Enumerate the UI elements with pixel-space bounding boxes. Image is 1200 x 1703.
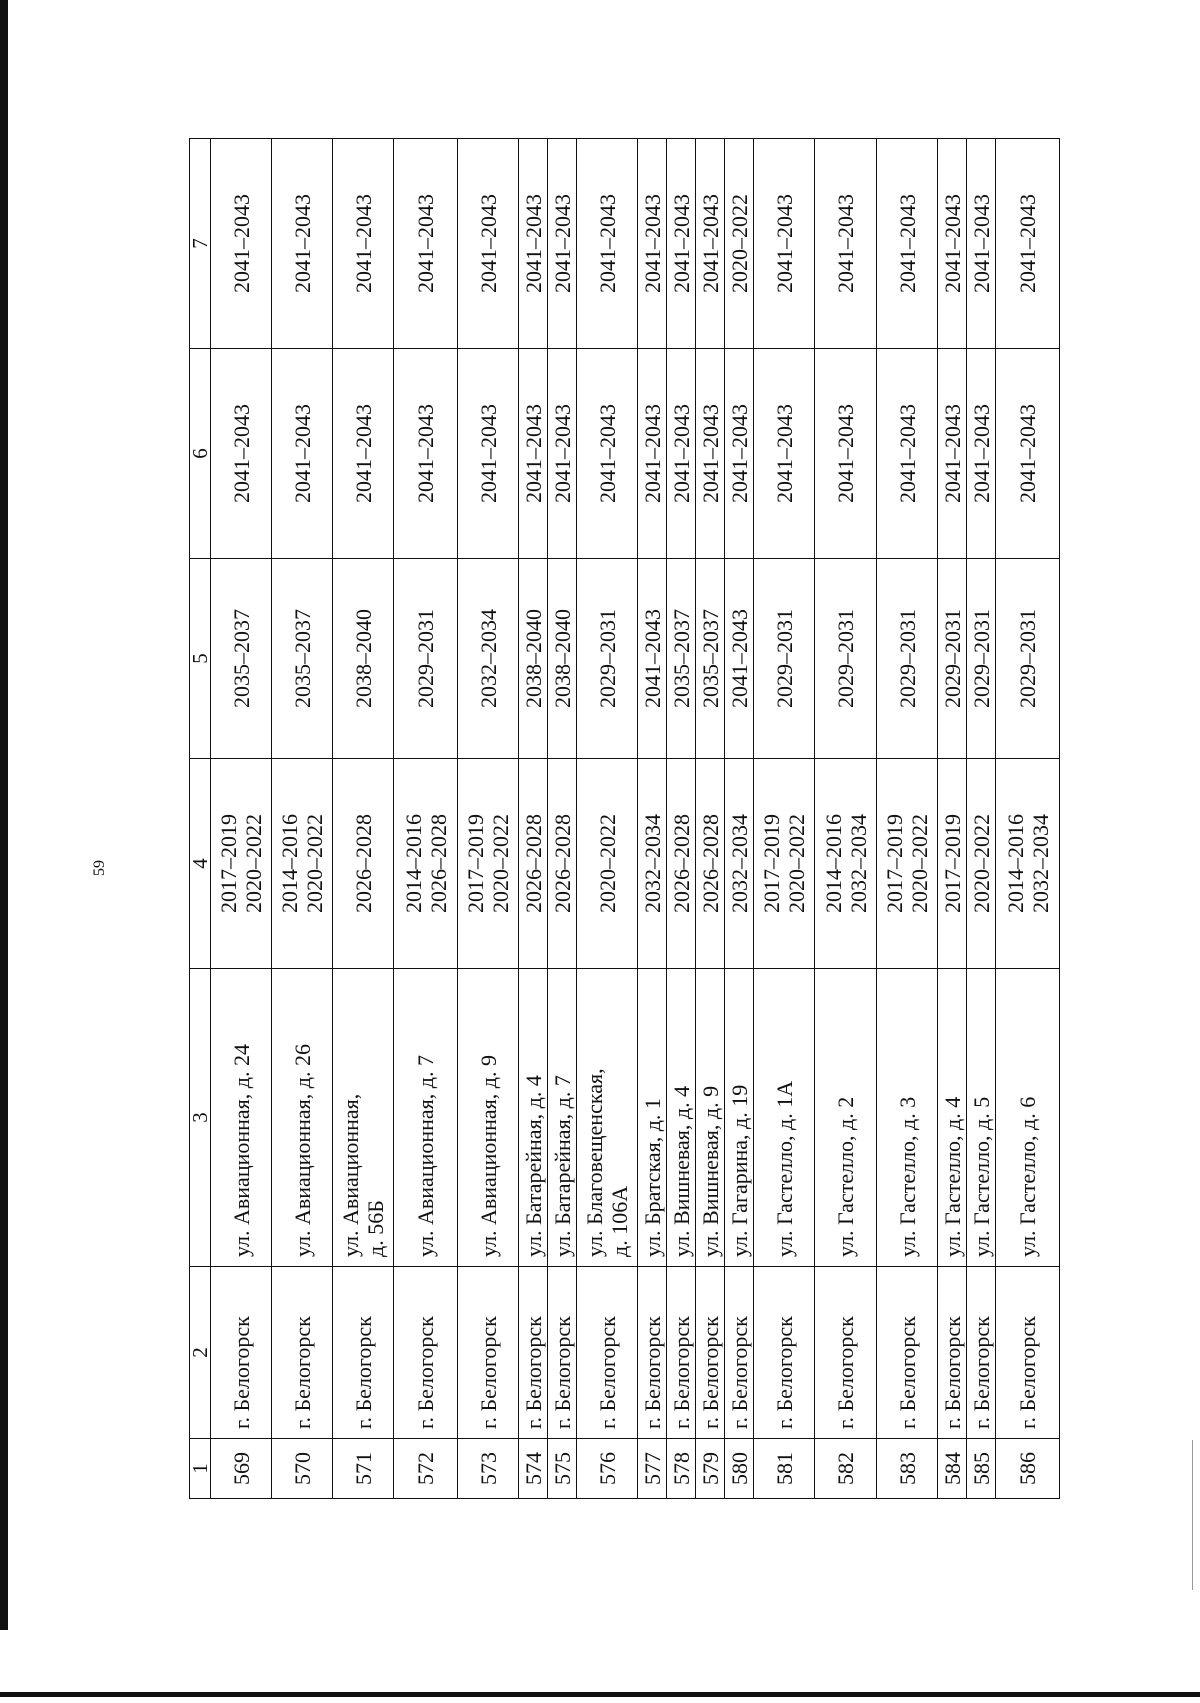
table-row — [725, 139, 754, 1499]
table-row — [967, 139, 996, 1499]
address-cell: ул. Гастелло, д. 2 — [815, 969, 877, 1267]
table-row — [938, 139, 967, 1499]
row-number-cell: 583 — [877, 1439, 938, 1499]
col4-cell: 2017–2019 2020–2022 — [877, 759, 938, 969]
col4-cell: 2026–2028 — [667, 759, 696, 969]
address-cell: ул. Авиационная, д. 9 — [458, 969, 519, 1267]
col6-cell: 2041–2043 — [333, 349, 394, 559]
city-cell: г. Белогорск — [696, 1267, 725, 1439]
col7-cell: 2020–2022 — [725, 139, 754, 349]
col6-cell: 2041–2043 — [754, 349, 815, 559]
row-number-cell: 582 — [815, 1439, 877, 1499]
col6-cell: 2041–2043 — [458, 349, 519, 559]
col4-cell: 2014–2016 2032–2034 — [815, 759, 877, 969]
address-cell: ул. Благовещенская, д. 106А — [577, 969, 638, 1267]
col7-cell: 2041–2043 — [638, 139, 667, 349]
scan-left-edge — [0, 0, 8, 1630]
col6-cell: 2041–2043 — [638, 349, 667, 559]
col7-cell: 2041–2043 — [394, 139, 458, 349]
row-number-cell: 575 — [548, 1439, 577, 1499]
address-cell: ул. Гастелло, д. 4 — [938, 969, 967, 1267]
col4-cell: 2017–2019 2020–2022 — [211, 759, 272, 969]
col6-cell: 2041–2043 — [577, 349, 638, 559]
col7-cell: 2041–2043 — [211, 139, 272, 349]
city-cell: г. Белогорск — [815, 1267, 877, 1439]
header-col-1: 1 — [190, 1439, 211, 1499]
row-number-cell: 581 — [754, 1439, 815, 1499]
col7-cell: 2041–2043 — [548, 139, 577, 349]
row-number-cell: 586 — [996, 1439, 1060, 1499]
row-number-cell: 576 — [577, 1439, 638, 1499]
row-number-cell: 577 — [638, 1439, 667, 1499]
col5-cell: 2038–2040 — [548, 559, 577, 759]
col6-cell: 2041–2043 — [211, 349, 272, 559]
header-col-4: 4 — [190, 759, 211, 969]
col4-cell: 2014–2016 2026–2028 — [394, 759, 458, 969]
col6-cell: 2041–2043 — [967, 349, 996, 559]
col6-cell: 2041–2043 — [815, 349, 877, 559]
col7-cell: 2041–2043 — [696, 139, 725, 349]
city-cell: г. Белогорск — [667, 1267, 696, 1439]
col7-cell: 2041–2043 — [996, 139, 1060, 349]
address-cell: ул. Вишневая, д. 4 — [667, 969, 696, 1267]
header-col-6: 6 — [190, 349, 211, 559]
col5-cell: 2038–2040 — [333, 559, 394, 759]
col6-cell: 2041–2043 — [696, 349, 725, 559]
col7-cell: 2041–2043 — [754, 139, 815, 349]
table-row — [815, 139, 877, 1499]
address-cell: ул. Вишневая, д. 9 — [696, 969, 725, 1267]
address-cell: ул. Гастелло, д. 5 — [967, 969, 996, 1267]
address-cell: ул. Авиационная, д. 56Б — [333, 969, 394, 1267]
col4-cell: 2026–2028 — [548, 759, 577, 969]
col5-cell: 2041–2043 — [638, 559, 667, 759]
address-cell: ул. Братская, д. 1 — [638, 969, 667, 1267]
rotated-table-container — [189, 139, 1089, 1499]
header-col-7: 7 — [190, 139, 211, 349]
table-row — [996, 139, 1060, 1499]
header-col-2: 2 — [190, 1267, 211, 1439]
col6-cell: 2041–2043 — [272, 349, 333, 559]
col7-cell: 2041–2043 — [333, 139, 394, 349]
col6-cell: 2041–2043 — [667, 349, 696, 559]
table-row — [754, 139, 815, 1499]
scan-artifact-line — [1192, 1440, 1193, 1590]
col5-cell: 2032–2034 — [458, 559, 519, 759]
col5-cell: 2029–2031 — [996, 559, 1060, 759]
col7-cell: 2041–2043 — [967, 139, 996, 349]
col4-cell: 2020–2022 — [967, 759, 996, 969]
col4-cell: 2026–2028 — [333, 759, 394, 969]
city-cell: г. Белогорск — [996, 1267, 1060, 1439]
table-row — [394, 139, 458, 1499]
table-row — [211, 139, 272, 1499]
table-row — [548, 139, 577, 1499]
col6-cell: 2041–2043 — [519, 349, 548, 559]
address-cell: ул. Авиационная, д. 24 — [211, 969, 272, 1267]
row-number-cell: 580 — [725, 1439, 754, 1499]
col4-cell: 2014–2016 2032–2034 — [996, 759, 1060, 969]
city-cell: г. Белогорск — [519, 1267, 548, 1439]
header-col-3: 3 — [190, 969, 211, 1267]
table-row — [667, 139, 696, 1499]
address-cell: ул. Авиационная, д. 7 — [394, 969, 458, 1267]
address-cell: ул. Батарейная, д. 4 — [519, 969, 548, 1267]
table-row — [577, 139, 638, 1499]
row-number-cell: 584 — [938, 1439, 967, 1499]
col5-cell: 2029–2031 — [877, 559, 938, 759]
row-number-cell: 569 — [211, 1439, 272, 1499]
row-number-cell: 571 — [333, 1439, 394, 1499]
col6-cell: 2041–2043 — [938, 349, 967, 559]
table-row — [458, 139, 519, 1499]
col4-cell: 2017–2019 2020–2022 — [754, 759, 815, 969]
row-number-cell: 574 — [519, 1439, 548, 1499]
col6-cell: 2041–2043 — [725, 349, 754, 559]
col4-cell: 2017–2019 2020–2022 — [458, 759, 519, 969]
page-number: 59 — [91, 860, 108, 876]
address-cell: ул. Гастелло, д. 6 — [996, 969, 1060, 1267]
col7-cell: 2041–2043 — [577, 139, 638, 349]
address-cell: ул. Авиационная, д. 26 — [272, 969, 333, 1267]
address-cell: ул. Гастелло, д. 3 — [877, 969, 938, 1267]
col7-cell: 2041–2043 — [272, 139, 333, 349]
city-cell: г. Белогорск — [394, 1267, 458, 1439]
col5-cell: 2029–2031 — [754, 559, 815, 759]
city-cell: г. Белогорск — [638, 1267, 667, 1439]
col6-cell: 2041–2043 — [996, 349, 1060, 559]
table-row — [519, 139, 548, 1499]
col4-cell: 2014–2016 2020–2022 — [272, 759, 333, 969]
address-cell: ул. Батарейная, д. 7 — [548, 969, 577, 1267]
city-cell: г. Белогорск — [967, 1267, 996, 1439]
table-body — [190, 139, 1060, 1499]
col5-cell: 2038–2040 — [519, 559, 548, 759]
scan-bottom-edge — [0, 1692, 1200, 1697]
row-number-cell: 585 — [967, 1439, 996, 1499]
col7-cell: 2041–2043 — [877, 139, 938, 349]
table-row — [333, 139, 394, 1499]
col5-cell: 2029–2031 — [577, 559, 638, 759]
col7-cell: 2041–2043 — [815, 139, 877, 349]
col5-cell: 2041–2043 — [725, 559, 754, 759]
col7-cell: 2041–2043 — [519, 139, 548, 349]
col4-cell: 2026–2028 — [696, 759, 725, 969]
col7-cell: 2041–2043 — [938, 139, 967, 349]
col6-cell: 2041–2043 — [394, 349, 458, 559]
row-number-cell: 578 — [667, 1439, 696, 1499]
address-cell: ул. Гастелло, д. 1А — [754, 969, 815, 1267]
col4-cell: 2032–2034 — [638, 759, 667, 969]
city-cell: г. Белогорск — [577, 1267, 638, 1439]
col7-cell: 2041–2043 — [458, 139, 519, 349]
col4-cell: 2026–2028 — [519, 759, 548, 969]
city-cell: г. Белогорск — [458, 1267, 519, 1439]
city-cell: г. Белогорск — [211, 1267, 272, 1439]
header-col-5: 5 — [190, 559, 211, 759]
row-number-cell: 572 — [394, 1439, 458, 1499]
city-cell: г. Белогорск — [938, 1267, 967, 1439]
col5-cell: 2035–2037 — [696, 559, 725, 759]
header-row — [190, 139, 211, 1499]
col4-cell: 2032–2034 — [725, 759, 754, 969]
city-cell: г. Белогорск — [877, 1267, 938, 1439]
col5-cell: 2029–2031 — [938, 559, 967, 759]
table-row — [272, 139, 333, 1499]
table-row — [877, 139, 938, 1499]
col4-cell: 2020–2022 — [577, 759, 638, 969]
col5-cell: 2029–2031 — [394, 559, 458, 759]
row-number-cell: 570 — [272, 1439, 333, 1499]
col6-cell: 2041–2043 — [877, 349, 938, 559]
col6-cell: 2041–2043 — [548, 349, 577, 559]
city-cell: г. Белогорск — [272, 1267, 333, 1439]
col4-cell: 2017–2019 — [938, 759, 967, 969]
city-cell: г. Белогорск — [754, 1267, 815, 1439]
table-row — [638, 139, 667, 1499]
address-cell: ул. Гагарина, д. 19 — [725, 969, 754, 1267]
row-number-cell: 579 — [696, 1439, 725, 1499]
col5-cell: 2035–2037 — [211, 559, 272, 759]
col7-cell: 2041–2043 — [667, 139, 696, 349]
city-cell: г. Белогорск — [333, 1267, 394, 1439]
col5-cell: 2029–2031 — [815, 559, 877, 759]
col5-cell: 2035–2037 — [667, 559, 696, 759]
repair-schedule-table — [189, 138, 1060, 1499]
city-cell: г. Белогорск — [725, 1267, 754, 1439]
city-cell: г. Белогорск — [548, 1267, 577, 1439]
col5-cell: 2035–2037 — [272, 559, 333, 759]
table-row — [696, 139, 725, 1499]
row-number-cell: 573 — [458, 1439, 519, 1499]
col5-cell: 2029–2031 — [967, 559, 996, 759]
